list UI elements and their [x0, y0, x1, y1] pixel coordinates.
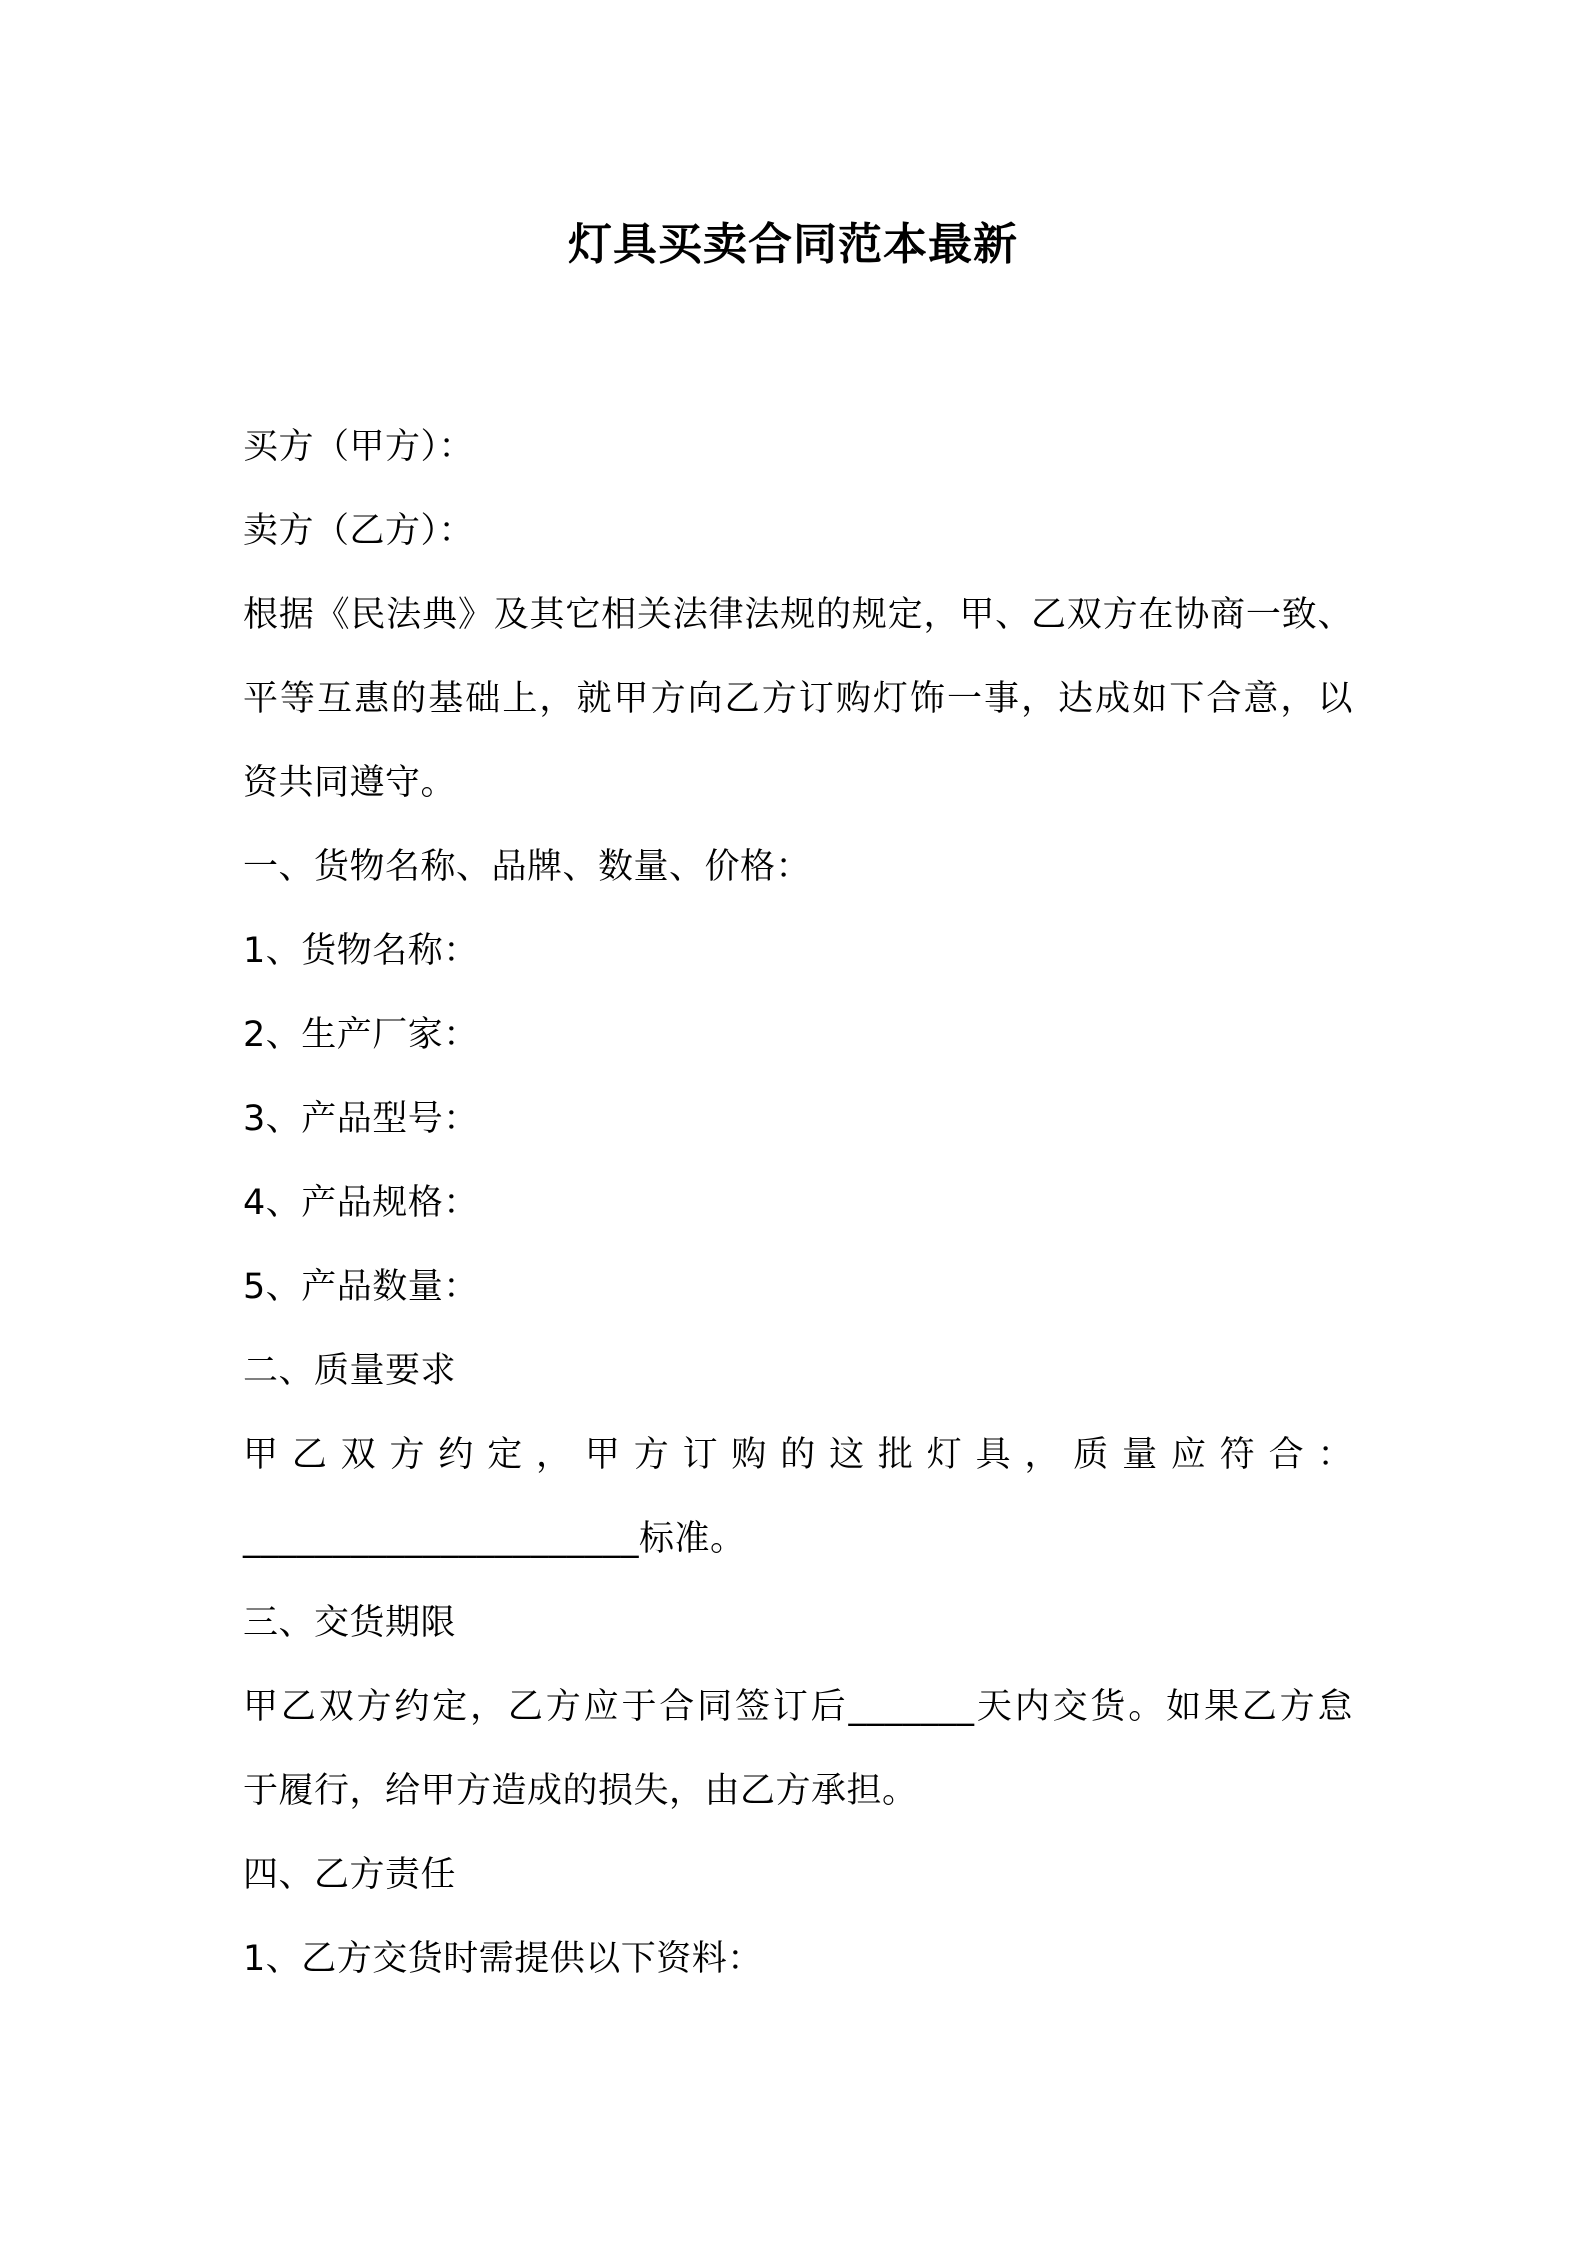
seller-duty-line-1: 1、乙方交货时需提供以下资料： — [243, 1939, 763, 1979]
model-line: 3、产品型号： — [243, 1099, 479, 1139]
document-body — [243, 405, 1363, 2001]
buyer-line: 买方（甲方）： — [243, 427, 475, 467]
section-3-heading: 三、交货期限 — [243, 1603, 457, 1643]
section-4-heading: 四、乙方责任 — [243, 1855, 457, 1895]
seller-line: 卖方（乙方）： — [243, 511, 475, 551]
spec-line: 4、产品规格： — [243, 1183, 479, 1223]
preamble-line-3: 资共同遵守。 — [243, 763, 457, 803]
quantity-line: 5、产品数量： — [243, 1267, 479, 1307]
quality-line-2: ______________________标准。 — [243, 1519, 746, 1559]
delivery-line-2: 于履行，给甲方造成的损失，由乙方承担。 — [243, 1771, 918, 1811]
section-1-heading: 一、货物名称、品牌、数量、价格： — [243, 847, 812, 887]
goods-name-line: 1、货物名称： — [243, 931, 479, 971]
quality-line-1: 甲乙双方约定，甲方订购的这批灯具，质量应符合： — [243, 1435, 1353, 1475]
document-title: 灯具买卖合同范本最新 — [568, 219, 1018, 270]
section-2-heading: 二、质量要求 — [243, 1351, 457, 1391]
preamble-line-1: 根据《民法典》及其它相关法律法规的规定，甲、乙双方在协商一致、 — [243, 595, 1353, 635]
preamble-line-2: 平等互惠的基础上，就甲方向乙方订购灯饰一事，达成如下合意，以 — [243, 679, 1353, 719]
delivery-line-1: 甲乙双方约定，乙方应于合同签订后_______天内交货。如果乙方怠 — [243, 1687, 1353, 1727]
manufacturer-line: 2、生产厂家： — [243, 1015, 479, 1055]
